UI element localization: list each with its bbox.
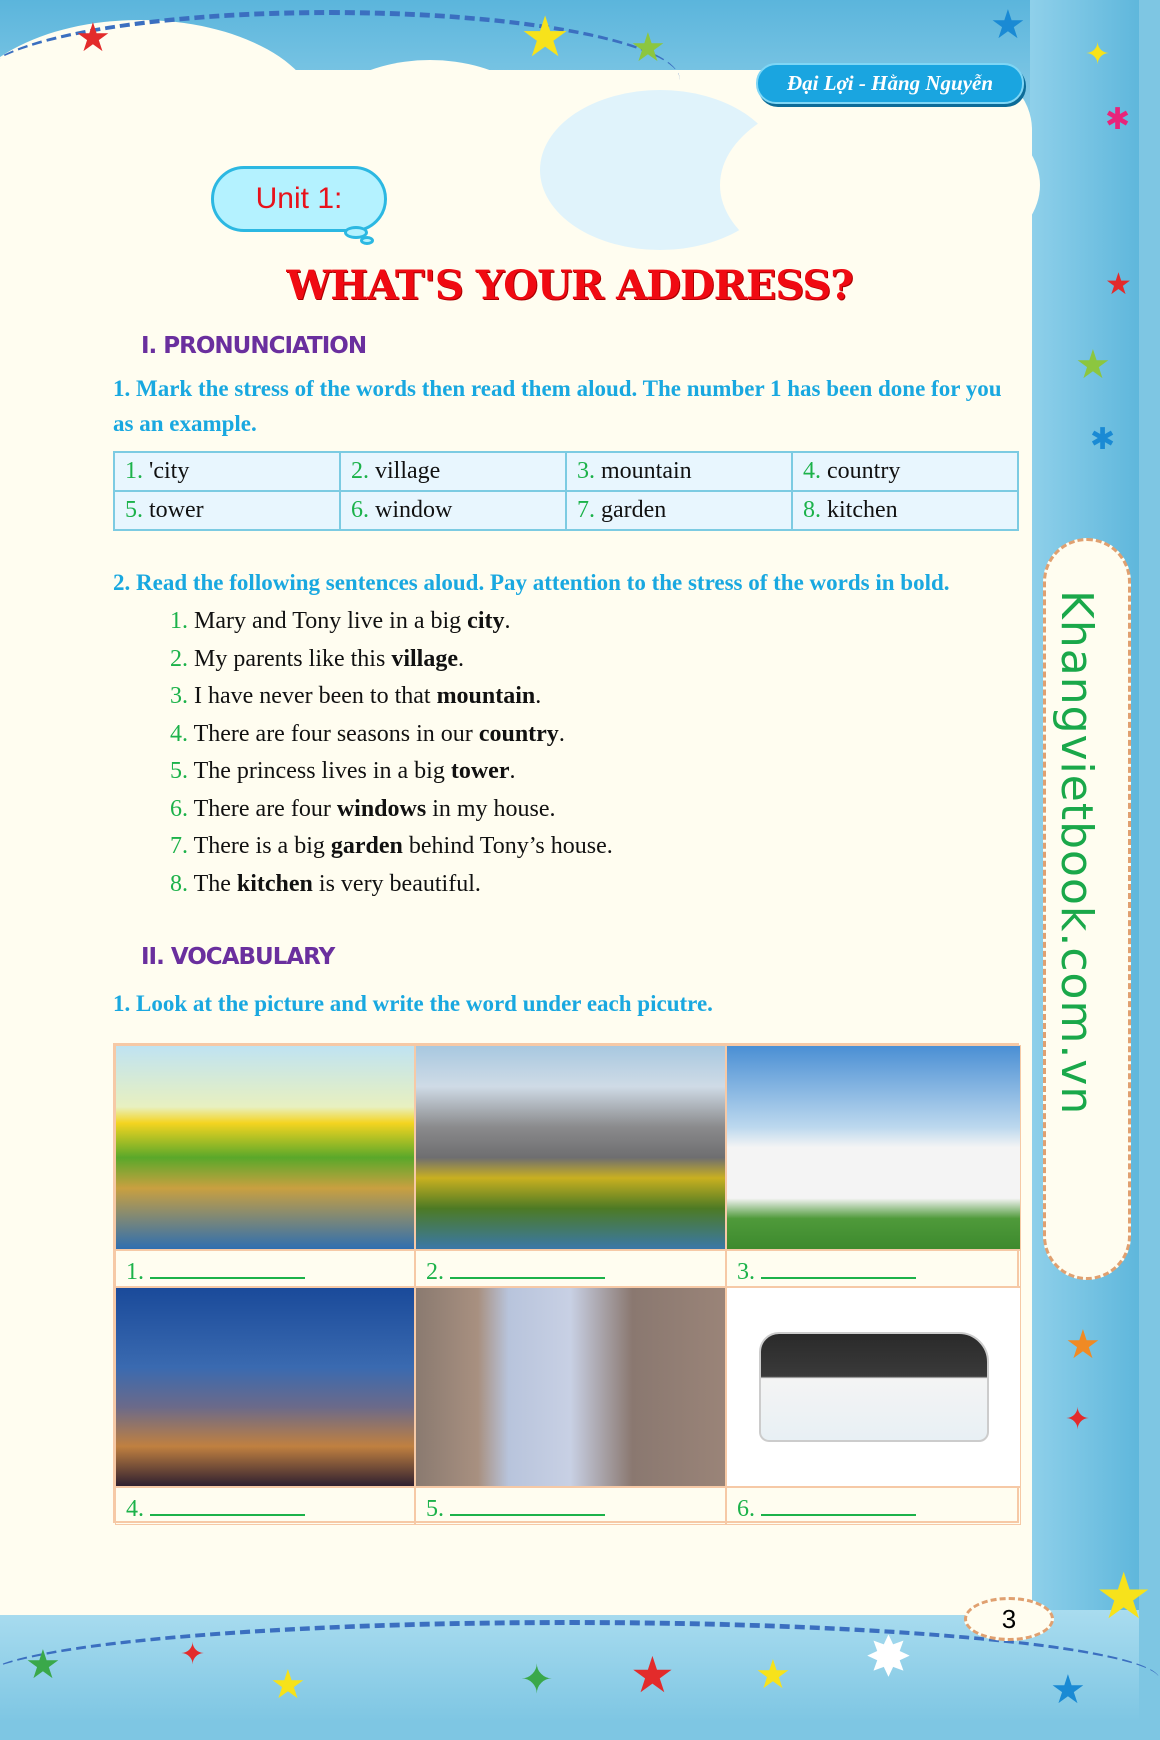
- sentence-text: .: [535, 683, 542, 709]
- word-cell: 2. village: [340, 452, 566, 491]
- star-icon: ✱: [1090, 423, 1116, 456]
- stressed-word: country: [478, 720, 559, 747]
- cloud-decoration: [720, 90, 1040, 280]
- star-icon: ★: [520, 7, 571, 69]
- answer-field-6[interactable]: 6.: [726, 1487, 1021, 1525]
- stressed-word: mountain: [436, 683, 536, 709]
- sentence-number: 8.: [170, 870, 188, 897]
- unit-label: Unit 1:: [255, 182, 343, 215]
- word-cell: 4. country: [792, 452, 1018, 491]
- exercise-instruction: 2. Read the following sentences aloud. Pay attention to the stress of the words in bold.: [113, 570, 950, 595]
- sentence-text: My parents like this: [194, 645, 392, 672]
- word-cell: 1. 'city: [114, 452, 340, 491]
- answer-field-4[interactable]: 4.: [115, 1487, 415, 1525]
- sentence-item: [170, 603, 613, 641]
- sentence-number: 1.: [170, 608, 188, 634]
- star-icon: ✦: [180, 1638, 206, 1671]
- star-icon: ✦: [1085, 38, 1111, 71]
- sentence-text: .: [509, 758, 516, 784]
- word-cell: 5. tower: [114, 491, 340, 530]
- sentence-number: 5.: [170, 758, 188, 784]
- sentence-text: There are four seasons in our: [193, 720, 479, 747]
- star-icon: ★: [25, 1642, 61, 1687]
- sentence-number: 4.: [170, 720, 188, 747]
- star-icon: ★: [1105, 268, 1132, 301]
- stressed-word: city: [467, 608, 505, 634]
- sentence-number: 2.: [170, 645, 188, 672]
- star-icon: ✸: [865, 1627, 912, 1689]
- answer-field-2[interactable]: 2.: [415, 1250, 726, 1287]
- exercise-instruction: 1. Look at the picture and write the word under each picutre.: [113, 991, 713, 1016]
- bus-shape: [759, 1332, 989, 1442]
- exercise-instruction: 1. Mark the stress of the words then read them aloud. The number 1 has been done for you as an example.: [113, 376, 1002, 436]
- stressed-word: kitchen: [236, 870, 313, 897]
- sentence-text: .: [504, 608, 511, 634]
- star-icon: ★: [1095, 1561, 1153, 1632]
- star-icon: ★: [75, 15, 111, 60]
- sentence-text: There are four: [193, 795, 337, 822]
- village-picture: [115, 1045, 415, 1250]
- sentence-text: I have never been to that: [194, 683, 437, 709]
- sentence-text: Mary and Tony live in a big: [194, 608, 468, 634]
- mountain-picture: [415, 1045, 726, 1250]
- sentence-text: in my house.: [426, 795, 556, 822]
- sentence-list: [170, 603, 613, 903]
- sentence-item: [170, 791, 613, 829]
- sentence-item: [170, 866, 613, 904]
- star-icon: ★: [990, 2, 1026, 47]
- stressed-word: village: [391, 645, 458, 672]
- publisher-watermark: Khangvietbook.com.vn: [1051, 590, 1102, 1116]
- sentence-text: .: [558, 720, 565, 747]
- answer-field-1[interactable]: 1.: [115, 1250, 415, 1287]
- answer-field-3[interactable]: 3.: [726, 1250, 1021, 1287]
- sentence-number: 7.: [170, 833, 188, 859]
- sentence-text: behind Tony’s house.: [402, 833, 613, 859]
- sentence-text: .: [457, 645, 464, 672]
- star-icon: ✦: [1065, 1403, 1091, 1436]
- answer-field-5[interactable]: 5.: [415, 1487, 726, 1525]
- section-heading-vocabulary: II. VOCABULARY: [141, 944, 335, 970]
- star-icon: ✦: [520, 1657, 554, 1702]
- picture-grid: [113, 1043, 1019, 1523]
- star-icon: ★: [630, 1647, 675, 1703]
- house-picture: [726, 1045, 1021, 1250]
- star-icon: ★: [1075, 342, 1111, 387]
- sentence-item: [170, 753, 613, 791]
- star-icon: ★: [1050, 1667, 1086, 1712]
- sentence-item: [170, 641, 613, 679]
- bus-picture: [726, 1287, 1021, 1487]
- stressed-word: windows: [336, 795, 427, 822]
- sentence-text: There is a big: [193, 833, 331, 859]
- word-cell: 7. garden: [566, 491, 792, 530]
- sentence-text: is very beautiful.: [312, 870, 481, 897]
- tower-picture: [415, 1287, 726, 1487]
- sentence-item: [170, 716, 613, 754]
- star-icon: ★: [270, 1662, 306, 1707]
- word-cell: 3. mountain: [566, 452, 792, 491]
- stressed-word: garden: [330, 833, 403, 859]
- sentence-text: The princess lives in a big: [193, 758, 451, 784]
- word-cell: 6. window: [340, 491, 566, 530]
- sentence-text: The: [193, 870, 237, 897]
- author-badge: Đại Lợi - Hằng Nguyễn: [756, 63, 1024, 104]
- word-table: [113, 451, 1019, 531]
- unit-title: WHAT'S YOUR ADDRESS?: [286, 262, 853, 309]
- sentence-item: [170, 678, 613, 716]
- star-icon: ★: [755, 1652, 791, 1697]
- word-cell: 8. kitchen: [792, 491, 1018, 530]
- page-number: 3: [964, 1597, 1054, 1641]
- city-picture: [115, 1287, 415, 1487]
- unit-label-cloud: [211, 166, 387, 232]
- star-icon: ★: [1065, 1322, 1101, 1367]
- star-icon: ★: [630, 25, 666, 70]
- stressed-word: tower: [450, 758, 510, 784]
- section-heading-pronunciation: I. PRONUNCIATION: [141, 333, 367, 359]
- thought-bubble: [360, 236, 374, 245]
- sentence-item: [170, 828, 613, 866]
- sentence-number: 6.: [170, 795, 188, 822]
- sentence-number: 3.: [170, 683, 188, 709]
- star-icon: ✱: [1105, 103, 1131, 136]
